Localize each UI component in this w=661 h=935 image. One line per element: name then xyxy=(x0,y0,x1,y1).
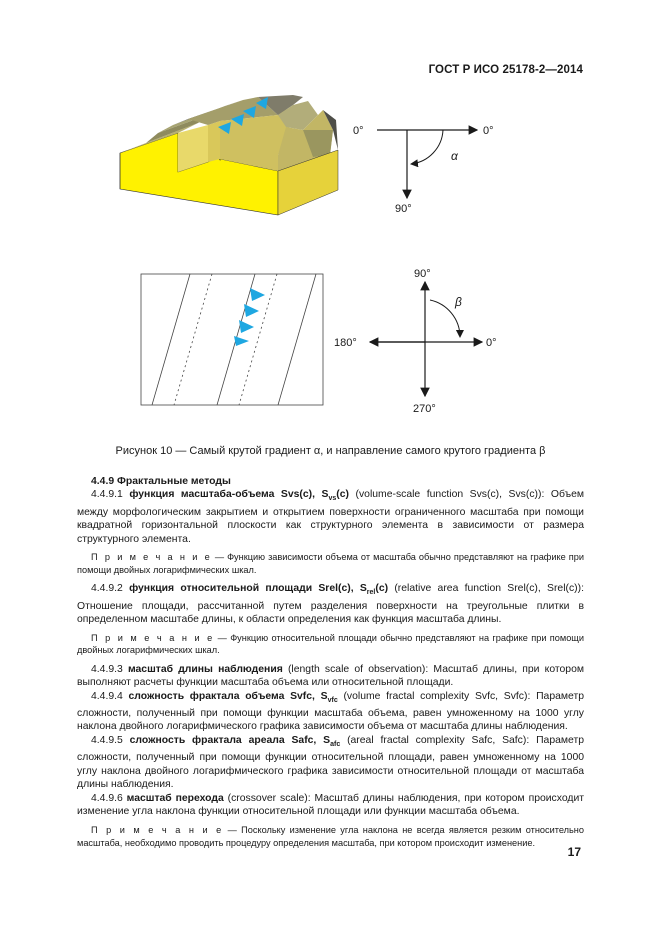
item-4-4-9-1: 4.4.9.1 функция масштаба-объема Svs(c), $S_{vs}(с)$ (volume-scale function Svs(c), Svs(c)): Объем между морфологическим закрытием и открытием поверхности ограниченного масштаба при помощи квадратной горизонтальной плоскости как структурного элемента в зависимости от размера структурного элемента. xyxy=(77,489,584,545)
section-body xyxy=(77,475,584,850)
beta-bottom-label: 270° xyxy=(413,403,436,415)
alpha-arc xyxy=(411,130,443,164)
plan-view-figure xyxy=(140,273,325,408)
beta-top-label: 90° xyxy=(414,268,431,280)
surface-3d-figure xyxy=(118,95,348,220)
section-heading: 4.4.9 Фрактальные методы xyxy=(91,476,231,487)
item-4-4-9-4: 4.4.9.4 сложность фрактала объема Svfc, $S_{vfc}$ (volume fractal complexity Svfc, Svfc): Параметр сложности, полученный при помощи функции масштаба объема, равен умноженному на 1000 углу наклона двойного логарифмического графика зависимости объема от масштаба длины наблюдения. xyxy=(77,690,584,733)
alpha-symbol: α xyxy=(451,149,458,163)
alpha-bottom-label: 90° xyxy=(395,203,412,215)
figure-caption: Рисунок 10 — Самый крутой градиент α, и направление самого крутого градиента β xyxy=(115,445,546,457)
alpha-angle-diagram xyxy=(345,118,505,218)
item-4-4-9-3: 4.4.9.3 масштаб длины наблюдения (length scale of observation): Масштаб длины, при котором выполняют расчеты функции масштаба объема или относительной площади. xyxy=(77,663,584,689)
note-2: П р и м е ч а н и е — Функцию относительной площади обычно представляют на графике при помощи двойных логарифмических шкал. xyxy=(77,632,584,656)
page-number: 17 xyxy=(567,845,581,859)
document-header: ГОСТ Р ИСО 25178-2—2014 xyxy=(428,64,583,76)
beta-symbol: β xyxy=(455,295,462,309)
note-3: П р и м е ч а н и е — Поскольку изменение угла наклона не всегда является резким относительно масштаба, необходимо проводить процедуру определения масштаба, при котором происходит изменение. xyxy=(77,825,584,848)
alpha-left-label: 0° xyxy=(353,125,364,137)
item-4-4-9-5: 4.4.9.5 сложность фрактала ареала Safc, $S_{afc}$ (areal fractal complexity Safc, Safc): Параметр сложности, полученный при помощи функции относительной площади, равен умноженному на 1000 углу наклона двойного логарифмического графика зависимости относительной площади от масштаба длины наблюдения. xyxy=(77,734,584,791)
item-4-4-9-6: 4.4.9.6 масштаб перехода (crossover scale): Масштаб длины наблюдения, при котором происходит изменение угла наклона функции относительной площади или функции масштаба объема. xyxy=(77,792,585,817)
beta-right-label: 0° xyxy=(486,337,497,349)
item-4-4-9-2: 4.4.9.2 функция относительной площади Srel(c), $S_{rel}(c)$ (relative area function Srel(c), Srel(c)): Отношение площади, рассчитанной путем разделения поверхности на треугольные плитки в определенном масштабе длины, к области определения как функция масштаба длины. xyxy=(77,583,584,626)
beta-angle-diagram xyxy=(330,264,505,419)
beta-left-label: 180° xyxy=(334,337,357,349)
note-1: П р и м е ч а н и е — Функцию зависимости объема от масштаба обычно представляют на графике при помощи двойных логарифмических шкал. xyxy=(77,552,584,575)
alpha-right-label: 0° xyxy=(483,125,494,137)
